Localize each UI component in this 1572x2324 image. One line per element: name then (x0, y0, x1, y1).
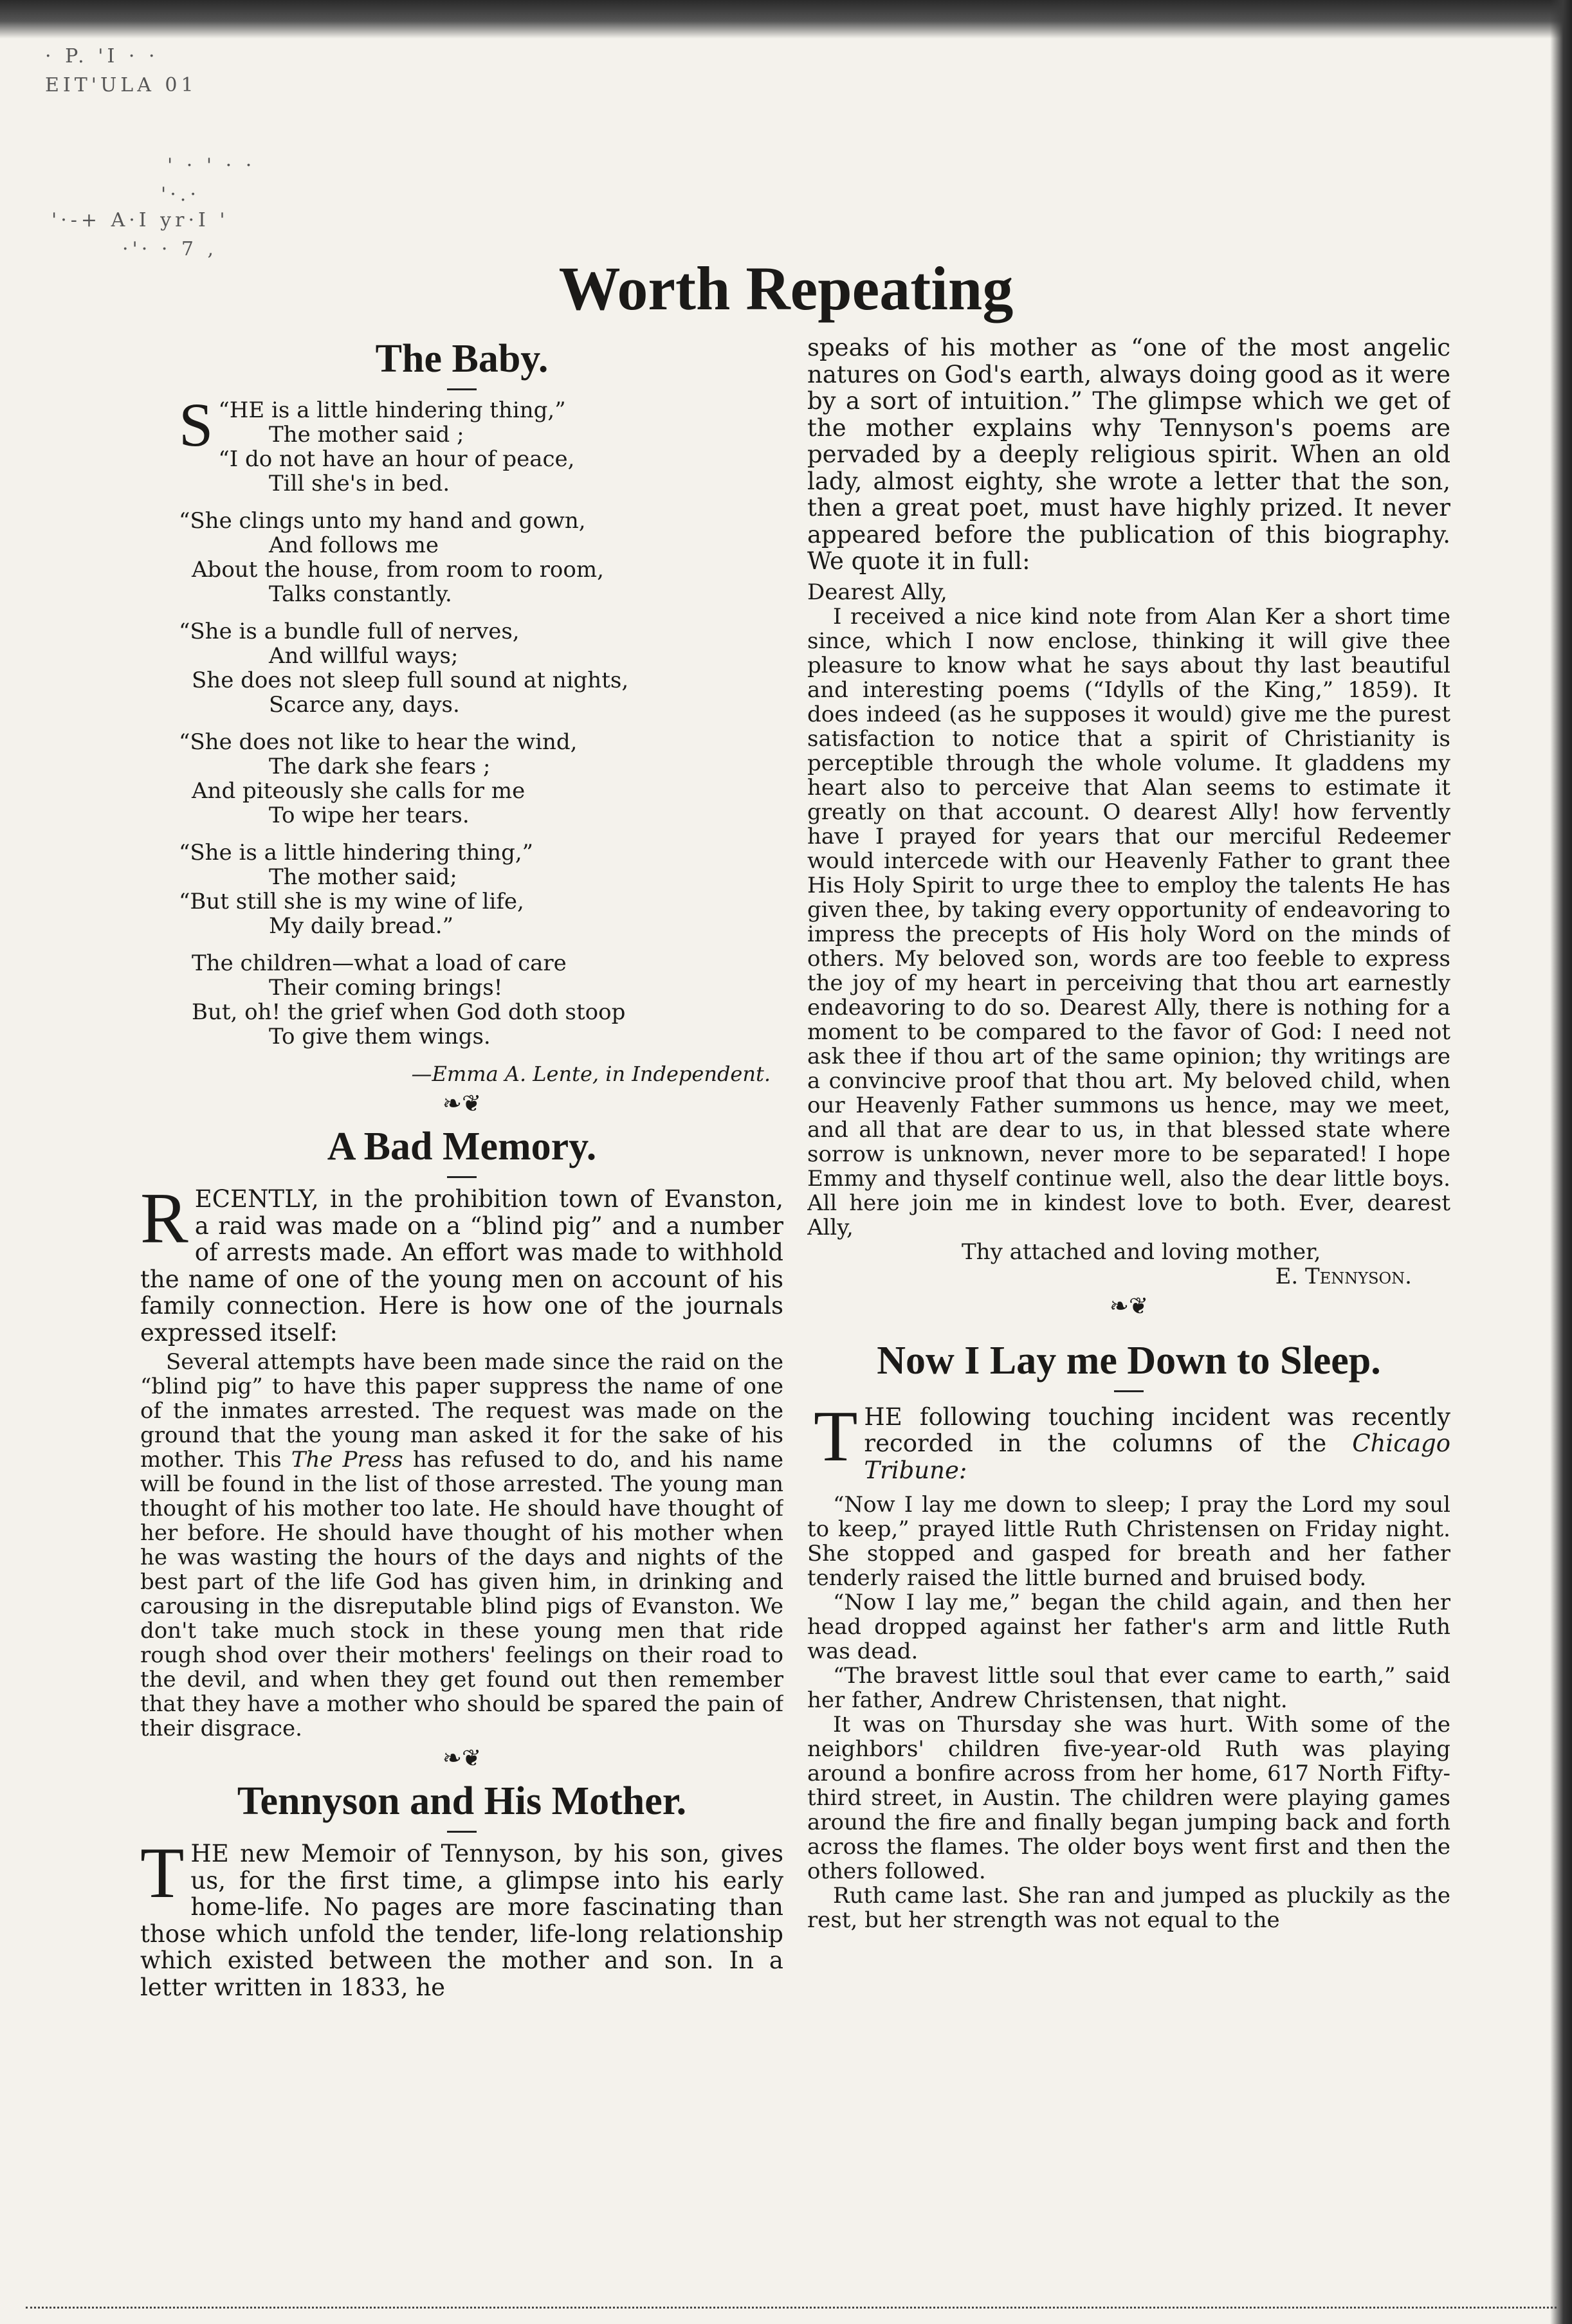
poem-line: Till she's in bed. (269, 471, 450, 496)
tennyson-continued: speaks of his mother as “one of the most angelic natures on God's earth, always doing good as it were by a sort of intuition.” The glimpse which we get of the mother explains why Tennyson's poems are pervaded by a deeply religious spirit. When an old lady, almost eighty, she wrote a letter that the son, then a great poet, must have highly prized. It never appeared before the publication of this biography. We quote it in full: (807, 334, 1450, 575)
article-heading-sleep: Now I Lay me Down to Sleep. (877, 1338, 1381, 1383)
scan-mark: EIT'ULA 01 (45, 74, 197, 96)
page-title: Worth Repeating (558, 254, 1014, 323)
sleep-intro-source: Chicago Tribune: (864, 1430, 1450, 1484)
poem-line: And follows me (269, 532, 439, 558)
poem-line: To wipe her tears. (269, 803, 470, 828)
poem-line: My daily bread.” (269, 913, 453, 939)
sleep-paragraph: Ruth came last. She ran and jumped as pluckily as the rest, but her strength was not equal to the (807, 1883, 1450, 1933)
poem-stanza (179, 840, 783, 938)
poem-line: “I do not have an hour of peace, (218, 446, 575, 472)
bad-memory-intro (140, 1179, 783, 1347)
scan-mark: ·'· · 7 , (122, 238, 218, 260)
drop-cap: S (179, 390, 214, 459)
poem-stanza (179, 390, 783, 496)
bad-memory-intro-text: ECENTLY, in the prohibition town of Evanston, a raid was made on a “blind pig” and a number of arrests made. An effort was made to withhold the name of one of the young men on account of his family connection. Here is how one of the journals expressed itself: (140, 1185, 783, 1347)
right-column (807, 334, 1450, 2264)
tennyson-intro (140, 1833, 783, 2001)
article-heading-bad-memory: A Bad Memory. (327, 1125, 597, 1168)
poem-line: “She is a little hindering thing,” (179, 840, 534, 866)
quote-text: Several attempts have been made since the raid on the “blind pig” to have this paper suppress the name of one of the inmates arrested. The request was made on the ground that the young man asked it for the sake of his mother. This (140, 1349, 783, 1473)
sleep-intro-text: HE following touching incident was recently recorded in the columns of the (864, 1403, 1450, 1457)
poem-stanza (179, 951, 783, 1049)
poem-line: And piteously she calls for me (192, 778, 526, 804)
heading-rule (447, 388, 477, 390)
quote-publication: The Press (291, 1447, 403, 1473)
poem-line: “She clings unto my hand and gown, (179, 508, 586, 534)
poem-line: “She is a bundle full of nerves, (179, 619, 520, 644)
sleep-paragraph: “Now I lay me down to sleep; I pray the Lord my soul to keep,” prayed little Ruth Christensen on Friday night. She stopped and gasped for breath and her father tenderly raised the little burned and bruised body. (807, 1492, 1450, 1591)
scan-top-edge (0, 0, 1572, 39)
drop-cap: R (140, 1179, 188, 1258)
poem-line: “She does not like to hear the wind, (179, 729, 578, 755)
scan-mark: '·.· (161, 183, 200, 206)
poem-line: But, oh! the grief when God doth stoop (192, 999, 626, 1025)
poem-line: To give them wings. (269, 1024, 491, 1049)
article-heading-baby: The Baby. (375, 337, 549, 381)
bad-memory-quote (140, 1350, 783, 1741)
ornament-icon: ❧❦ (442, 1745, 482, 1772)
poem-stanza (179, 509, 783, 606)
poem-open-quote: “ (218, 397, 230, 423)
quote-text: has refused to do, and his name will be found in the list of those arrested. The young man thought of his mother too late. He should have thought of her before. He should have thought of his mother when he was wasting the hours of the days and nights of the best part of the life God has given him, in drinking and carousing in the disreputable blind pigs of Evanston. We don't take much stock in these young men that ride rough shod over their mothers' feelings on their road to the devil, and when they get found out then remember that they have a mother who should be spared the pain of their disgrace. (140, 1447, 783, 1741)
heading-rule (447, 1176, 477, 1178)
poem-line: The children—what a load of care (192, 950, 567, 976)
sleep-paragraph: “Now I lay me,” began the child again, and then her head dropped against her father's arm and little Ruth was dead. (807, 1590, 1450, 1664)
article-heading-tennyson: Tennyson and His Mother. (237, 1779, 687, 1823)
sleep-body (807, 1493, 1450, 1932)
poem-attribution: —Emma A. Lente, in Independent. (411, 1062, 771, 1086)
poem-line: The dark she fears ; (269, 754, 491, 779)
scan-bottom-edge (26, 2307, 1557, 2318)
poem-line: Scarce any, days. (269, 692, 460, 718)
poem-line: She does not sleep full sound at nights, (192, 667, 629, 693)
poem-line: The mother said ; (269, 422, 464, 448)
letter-closing: Thy attached and loving mother, (962, 1239, 1321, 1265)
sleep-paragraph: “The bravest little soul that ever came to earth,” said her father, Andrew Christensen, that night. (807, 1663, 1450, 1713)
heading-rule (1114, 1390, 1144, 1392)
scan-mark: · P. 'I · · (45, 45, 159, 68)
letter-salutation: Dearest Ally, (807, 579, 947, 605)
poem-line: The mother said; (269, 864, 457, 890)
scan-mark: ' · ' · · (167, 154, 256, 177)
poem-line: And willful ways; (269, 643, 459, 669)
letter-body: I received a nice kind note from Alan Ker a short time since, which I now enclose, thinking it will give thee pleasure to know what he says about thy last beautiful and interesting poems (“Idylls of the King,” 1859). It does indeed (as he supposes it would) give me the purest satisfaction to notice that a spirit of Christianity is perceptible through the whole volume. It gladdens my heart also to perceive that Alan seems to estimate it greatly on that account. O dearest Ally! how fervently have I prayed for years that our merciful Redeemer would intercede with our Heavenly Father to grant thee His Holy Spirit to urge thee to employ the talents He has given thee, by taking every opportunity of endeavoring to impress the precepts of His holy Word on the minds of others. My beloved son, words are too feeble to express the joy of my heart in perceiving that thou art earnestly endeavoring to do so. Dearest Ally, there is nothing for a moment to be compared to the favor of God: I need not ask thee if thou art of the same opinion; thy writings are a convincive proof that thou art. My beloved child, when our Heavenly Father summons us hence, may we meet, and all that are dear to us, in that blessed state where sorrow is unknown, never more to be separated! I hope Emmy and thyself continue well, also the dear little boys. All here join me in kindest love to both. Ever, dearest Ally, (807, 603, 1450, 1240)
poem-line: Talks constantly. (269, 581, 452, 607)
tennyson-intro-text: HE new Memoir of Tennyson, by his son, gives us, for the first time, a glimpse into his early home-life. No pages are more fascinating than those which unfold the tender, life-long relationship which existed between the mother and son. In a letter written in 1833, he (140, 1840, 783, 2001)
poem-stanza (179, 619, 783, 717)
left-column (140, 334, 783, 2264)
ornament-icon: ❧❦ (442, 1091, 482, 1117)
scan-mark: '·-+ A·I yr·I ' (51, 209, 229, 231)
poem-line: Their coming brings! (269, 975, 503, 1001)
poem-the-baby (179, 390, 783, 1049)
drop-cap: T (814, 1396, 858, 1476)
poem-line: “But still she is my wine of life, (179, 889, 524, 914)
poem-stanza (179, 730, 783, 828)
ornament-icon: ❧❦ (1109, 1293, 1149, 1320)
letter-signature: E. Tennyson. (1275, 1263, 1412, 1289)
scan-right-edge (1550, 0, 1572, 2324)
sleep-paragraph: It was on Thursday she was hurt. With some of the neighbors' children five-year-old Ruth was playing around a bonfire across from her home, 617 North Fifty-third street, in Austin. The children were playing games around the fire and finally began jumping back and forth across the flames. The older boys went first and then the others followed. (807, 1712, 1450, 1884)
drop-cap: T (140, 1833, 185, 1913)
poem-line-text: HE is a little hindering thing,” (229, 397, 566, 423)
poem-line: About the house, from room to room, (192, 557, 604, 583)
sleep-intro (807, 1396, 1450, 1484)
heading-rule (447, 1831, 477, 1833)
